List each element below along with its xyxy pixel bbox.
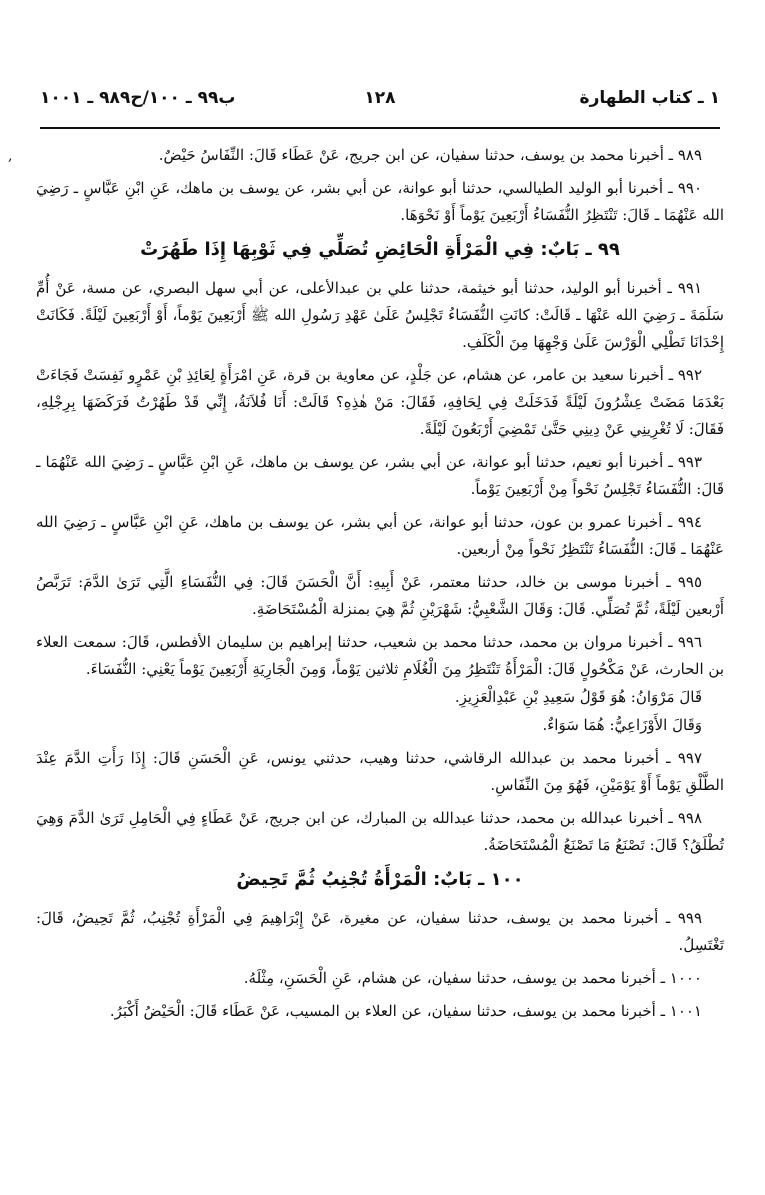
- chapter-heading-99: ٩٩ ـ بَابٌ: فِي الْمَرْأَةِ الْحَائِضِ تُصَلِّي فِي ثَوْبِهَا إِذَا طَهُرَتْ: [140, 239, 620, 260]
- chapter-heading-100: ١٠٠ ـ بَابٌ: الْمَرْأَةُ تُجْنِبُ ثُمَّ تَحِيضُ: [236, 869, 524, 890]
- hadith-995: ٩٩٥ ـ أخبرنا موسى بن خالد، حدثنا معتمر، عَنْ أَبِيهِ: أَنَّ الْحَسَنَ قَالَ: فِي النُّفَسَاءِ الَّتِي تَرَىٰ الدَّمَ: تَرَبَّصُ أَرْبعين لَيْلَةً، ثُمَّ تُصَلِّي. قَالَ: وَقَالَ الشَّعْبِيُّ: شَهْرَيْنِ ثُمَّ هِيَ بمنزلة الْمُسْتَحَاضَةِ.: [36, 573, 724, 618]
- hadith-992: ٩٩٢ ـ أخبرنا سعيد بن عامر، عن هشام، عن جَلْدٍ، عن معاوية بن قرة، عَنِ امْرَأَةٍ لِعَائِذِ بْنِ عَمْرٍو نَفِسَتْ فَجَاءَتْ بَعْدَمَا مَضَتْ عِشْرُونَ لَيْلَةً فَدَخَلَتْ فِي لِحَافِهِ، فَقَالَ: مَنْ هٰذِهِ؟ قَالَتْ: أَنَا فُلاَنَةُ، إِنِّي قَدْ طَهُرْتُ فَرَكَضَهَا بِرِجْلِهِ، فَقَالَ: لَا تُغْرِينِي عَنْ دِينِي حَتَّىٰ تَمْضِيَ أَرْبَعُونَ لَيْلَةً.: [36, 366, 724, 438]
- hadith-999: ٩٩٩ ـ أخبرنا محمد بن يوسف، حدثنا سفيان، عن مغيرة، عَنْ إِبْرَاهِيمَ فِي الْمَرْأَةِ تُجْنِبُ، ثُمَّ تَحِيضُ، قَالَ: تَغْتَسِلُ.: [36, 909, 724, 954]
- hadith-991: ٩٩١ ـ أخبرنا أبو الوليد، حدثنا أبو خيثمة، حدثنا علي بن عبدالأعلى، عن أبي سهل البصري، عن مسة، عَنْ أُمِّ سَلَمَةَ ـ رَضِيَ الله عَنْهَا ـ قَالَتْ: كانَتِ النُّفَسَاءُ تَجْلِسُ عَلَىٰ عَهْدِ رَسُولِ الله ﷺ أَرْبَعِينَ يَوْماً، أَوْ أَرْبَعِينَ لَيْلَةً. فَكَانَتْ إِحْدَانَا تَطْلِي الْوَرْسَ عَلَىٰ وَجْهِهَا مِنَ الْكَلَفِ.: [36, 279, 724, 351]
- hadith-996-marwan-note: قَالَ مَرْوَانُ: هُوَ قَوْلُ سَعِيدِ بْنِ عَبْدِالْعَزِيزِ.: [454, 688, 702, 706]
- hadith-989: ٩٨٩ ـ أخبرنا محمد بن يوسف، حدثنا سفيان، عن ابن جريج، عَنْ عَطَاء قَالَ: النِّفَاسُ حَيْضٌ.: [158, 146, 702, 164]
- hadith-996: ٩٩٦ ـ أخبرنا مروان بن محمد، حدثنا محمد بن شعيب، حدثنا إبراهيم بن سليمان الأفطس، قَالَ: سمعت العلاء بن الحارث، عَنْ مَكْحُولٍ قَالَ: الْمَرْأَةُ تَنْتَظِرُ مِنَ الْغُلَامِ ثلاثين يَوْماً، وَمِنَ الْجَارِيَةِ أَرْبَعِينَ يَوْماً يَعْنِي: النُّفَسَاءَ.: [36, 633, 724, 678]
- hadith-994: ٩٩٤ ـ أخبرنا عمرو بن عون، حدثنا أبو عوانة، عن أبي بشر، عن يوسف بن ماهك، عَنِ ابْنِ عَبَّاسٍ ـ رَضِيَ الله عَنْهُمَا ـ قَالَ: النُّفَسَاءُ تَنْتَظِرُ نَحْواً مِنْ أربعين.: [36, 513, 724, 558]
- page-number: ١٢٨: [364, 88, 396, 108]
- hadith-990: ٩٩٠ ـ أخبرنا أبو الوليد الطيالسي، حدثنا أبو عوانة، عن أبي بشر، عن يوسف بن ماهك، عَنِ ابْنِ عَبَّاسٍ ـ رَضِيَ الله عَنْهُمَا ـ قَالَ: تَنْتَظِرُ النُّفَسَاءُ أَرْبَعِينَ يَوْماً أَوْ نَحْوَهَا.: [36, 179, 724, 224]
- hadith-993: ٩٩٣ ـ أخبرنا أبو نعيم، حدثنا أبو عوانة، عن أبي بشر، عن يوسف بن ماهك، عَنِ ابْنِ عَبَّاسٍ ـ رَضِيَ الله عَنْهُمَا ـ قَالَ: النُّفَسَاءُ تَجْلِسُ نَحْواً مِنْ أَرْبَعِينَ يَوْماً.: [36, 453, 724, 498]
- margin-mark: ,: [8, 148, 13, 164]
- section-range: ب٩٩ ـ ١٠٠/ح٩٨٩ ـ ١٠٠١: [40, 88, 236, 108]
- header-rule: [40, 127, 720, 129]
- page-body: [36, 142, 724, 1031]
- hadith-998: ٩٩٨ ـ أخبرنا عبدالله بن محمد، حدثنا عبدالله بن المبارك، عن ابن جريج، عَنْ عَطَاءٍ فِي الْحَامِلِ تَرَىٰ الدَّمَ وَهِيَ تُطْلَقُ؟ قَالَ: تَصْنَعُ مَا تَصْنَعُ الْمُسْتَحَاضَةُ.: [36, 809, 724, 854]
- chapter-title: ١ ـ كتاب الطهارة: [579, 88, 720, 108]
- hadith-996-awzai-note: وَقَالَ الأَوْزَاعِيُّ: هُمَا سَوَاءٌ.: [542, 716, 702, 734]
- hadith-1001: ١٠٠١ ـ أخبرنا محمد بن يوسف، حدثنا سفيان، عن العلاء بن المسيب، عَنْ عَطَاء قَالَ: الْحَيْضُ أَكْبَرُ.: [109, 1002, 702, 1020]
- hadith-1000: ١٠٠٠ ـ أخبرنا محمد بن يوسف، حدثنا سفيان، عن هشام، عَنِ الْحَسَنِ، مِثْلَهُ.: [243, 969, 702, 987]
- hadith-997: ٩٩٧ ـ أخبرنا محمد بن عبدالله الرقاشي، حدثنا وهيب، حدثني يونس، عَنِ الْحَسَنِ قَالَ: إِذَا رَأَتِ الدَّمَ عِنْدَ الطَّلْقِ يَوْماً أَوْ يَوْمَيْنِ، فَهُوَ مِنَ النِّفَاسِ.: [36, 749, 724, 794]
- running-header: [40, 88, 720, 114]
